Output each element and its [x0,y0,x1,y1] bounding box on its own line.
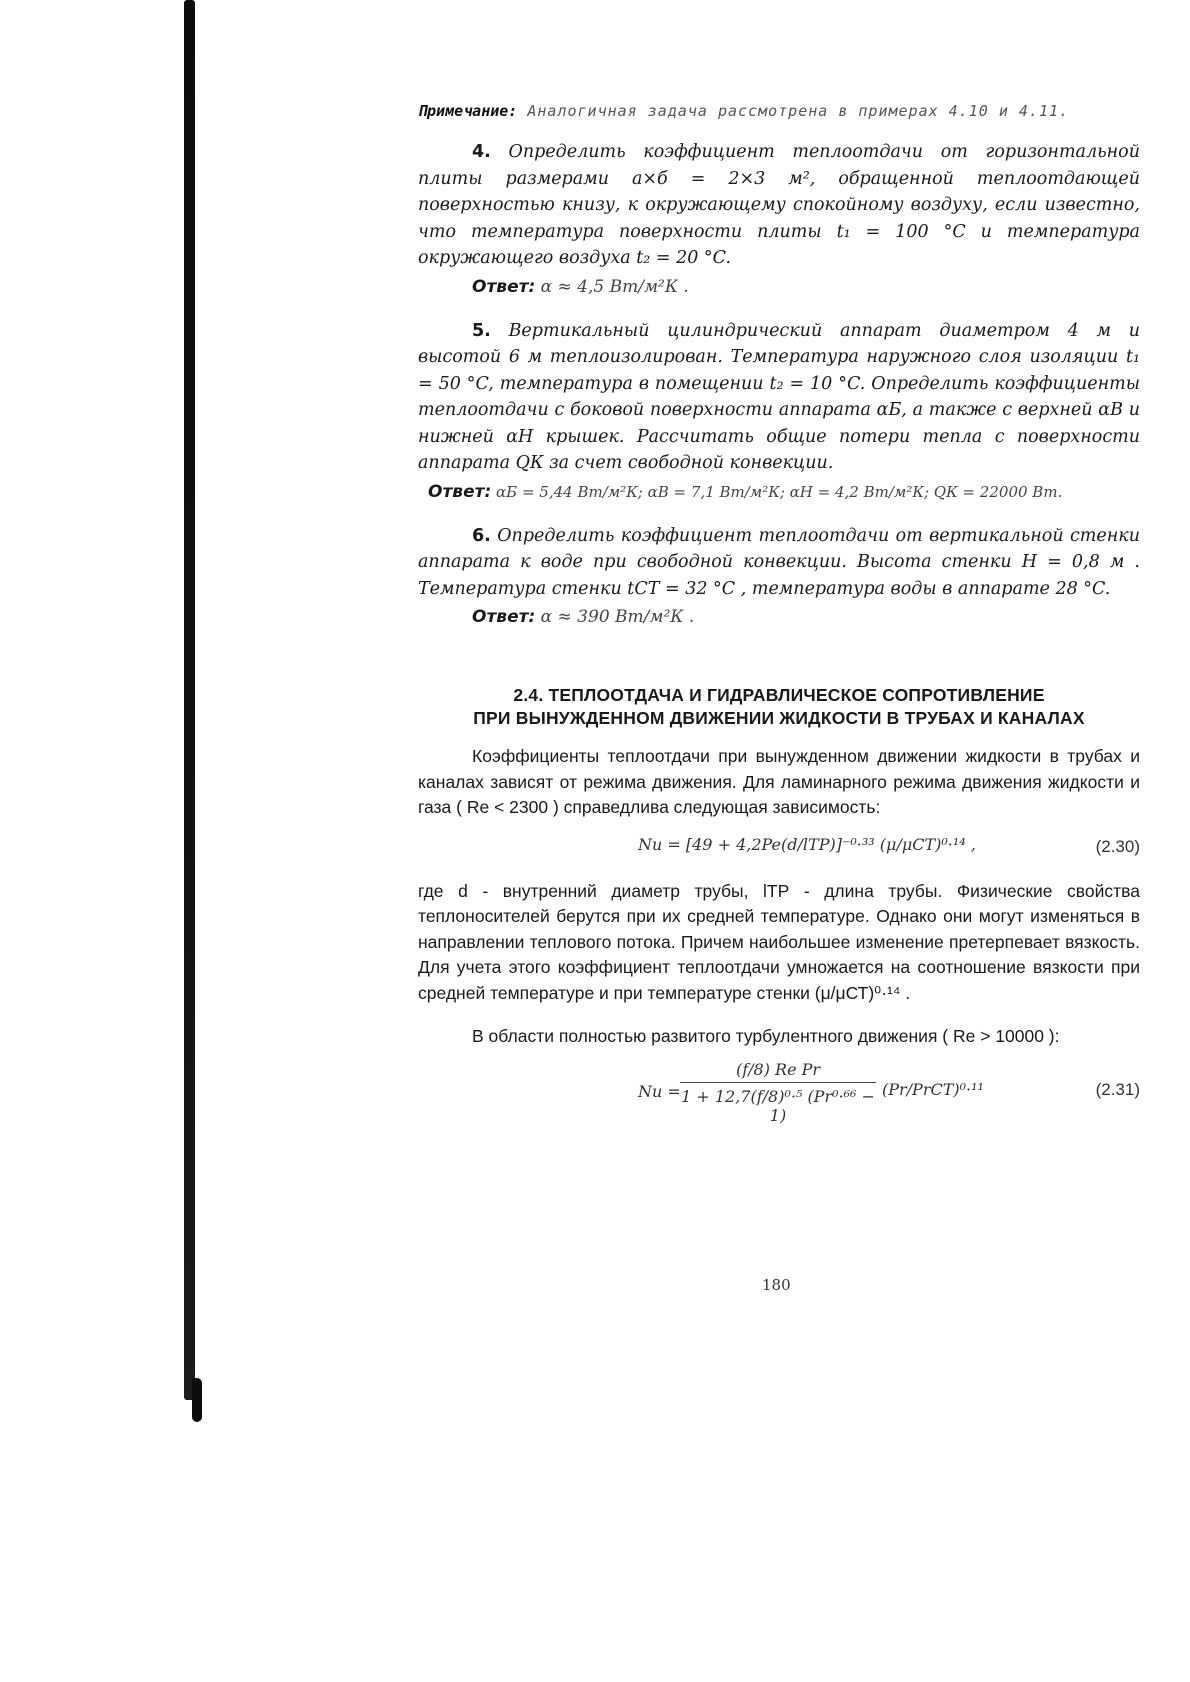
formula-fraction [680,1060,876,1125]
answer-label: Ответ: [428,481,492,502]
problem-number: 6. [472,525,491,546]
problem-number: 5. [472,320,491,341]
page-number: 180 [762,1276,791,1294]
section-heading [418,684,1140,730]
formula-tail: (Pr/PrСТ)⁰·¹¹ [882,1079,984,1099]
answer-value: α ≈ 4,5 Вт/м²К . [535,276,689,297]
problem-text: Определить коэффициент теплоотдачи от вертикальной стенки аппарата к воде при свободной конвекции. Высота стенки H = 0,8 м . Температура стенки tСТ = 32 °C , температура воды в аппарате 28 °C. [418,525,1140,599]
answer-6 [472,604,1140,630]
formula-lhs: Nu = [638,1081,681,1101]
paragraph-text: Коэффициенты теплоотдачи при вынужденном движении жидкости в трубах и каналах зависят от режима движения. Для ламинарного режима движения жидкости и газа ( Re < 2300 ) справедлива следующая зависимость: [418,746,1140,817]
answer-5 [428,479,1140,505]
answer-value: αБ = 5,44 Вт/м²К; αВ = 7,1 Вт/м²К; αН = 4,2 Вт/м²К; QК = 22000 Вт. [491,482,1063,501]
problem-text: Вертикальный цилиндрический аппарат диаметром 4 м и высотой 6 м теплоизолирован. Температура наружного слоя изоляции t₁ = 50 °C, температура в помещении t₂ = 10 °C. Определить коэффициенты теплоотдачи с боковой поверхности аппарата αБ, а также с верхней αВ и нижней αН крышек. Рассчитать общие потери тепла с поверхности аппарата QК за счет свободной конвекции. [418,320,1140,473]
answer-4 [472,274,1140,300]
formula-2-30 [418,827,1140,871]
equation-number: (2.30) [1095,836,1140,856]
note-text: Аналогичная задача рассмотрена в примерах 4.10 и 4.11. [517,102,1070,120]
answer-value: α ≈ 390 Вт/м²К . [535,607,695,627]
problem-5 [418,318,1140,477]
body-paragraph-1 [418,744,1140,821]
page-content [418,98,1140,1128]
problem-number: 4. [472,142,491,162]
scan-edge-tip [192,1378,202,1422]
note-paragraph [418,98,1140,125]
problem-4 [418,139,1140,272]
body-paragraph-2 [418,879,1140,1007]
paragraph-text: В области полностью развитого турбулентного движения ( Re > 10000 ): [472,1026,1060,1046]
problem-text: Определить коэффициент теплоотдачи от горизонтальной плиты размерами a×б = 2×3 м², обращенной теплоотдающей поверхностью книзу, к окружающему спокойному воздуху, если известно, что температура поверхности плиты t₁ = 100 °C и температура окружающего воздуха t₂ = 20 °C. [418,142,1140,268]
formula-expression: Nu = [49 + 4,2Pe(d/lТР)]⁻⁰·³³ (μ/μСТ)⁰·¹⁴ , [638,834,976,854]
note-label: Примечание: [418,102,518,120]
section-title-line-2: ПРИ ВЫНУЖДЕННОМ ДВИЖЕНИИ ЖИДКОСТИ В ТРУБАХ И КАНАЛАХ [473,708,1085,728]
fraction-numerator: (f/8) Re Pr [680,1060,876,1083]
fraction-denominator: 1 + 12,7(f/8)⁰·⁵ (Pr⁰·⁶⁶ − 1) [681,1086,875,1125]
equation-number: (2.31) [1095,1079,1140,1099]
answer-label: Ответ: [472,276,536,297]
section-title-line-1: 2.4. ТЕПЛООТДАЧА И ГИДРАВЛИЧЕСКОЕ СОПРОТИВЛЕНИЕ [513,685,1045,705]
body-paragraph-3 [418,1024,1140,1050]
scan-edge-shadow [184,0,195,1400]
answer-label: Ответ: [472,607,536,627]
formula-2-31 [418,1058,1140,1128]
problem-6 [418,523,1140,603]
paragraph-text: где d - внутренний диаметр трубы, lТР - длина трубы. Физические свойства теплоносителей берутся при их средней температуре. Однако они могут изменяться в направлении теплового потока. Причем наибольшее изменение претерпевает вязкость. Для учета этого коэффициент теплоотдачи умножается на соотношение вязкости при средней температуре и при температуре стенки (μ/μСТ)⁰·¹⁴ . [418,880,1140,1003]
